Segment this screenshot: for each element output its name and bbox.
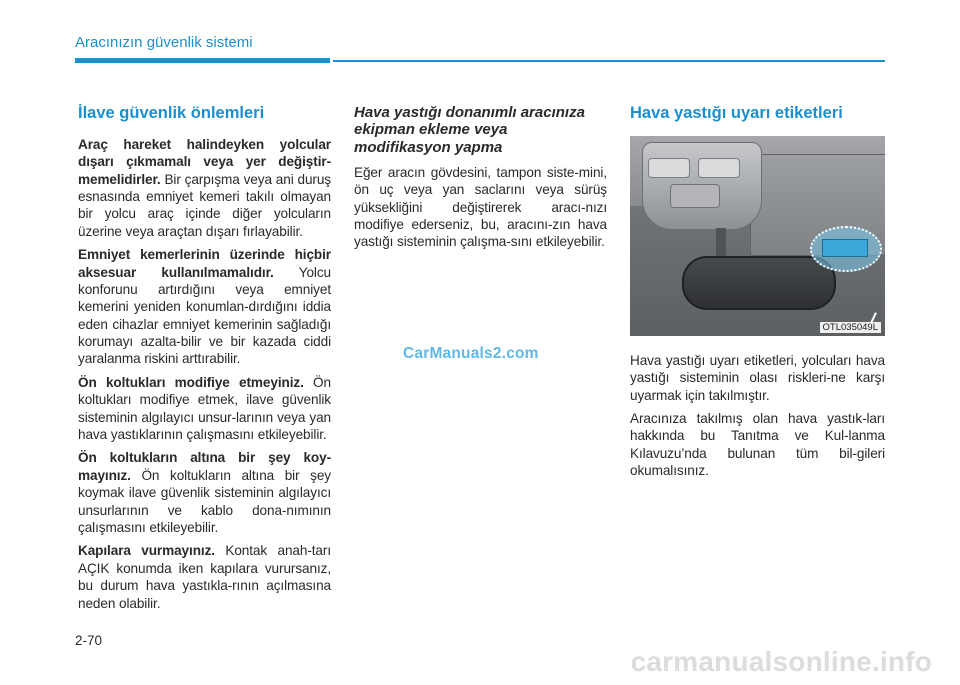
column-left bbox=[78, 104, 331, 618]
console-button-shape bbox=[670, 184, 720, 208]
para-bold: Ön koltukların altına bir şey koy-mayınız. bbox=[78, 450, 331, 483]
para-text: Bir çarpışma veya ani duruş esnasında emniyet kemeri takılı olmayan bir yolcu araç içinde diğer yolcuların üzerine veya araçtan dışarı fırlayabilir. bbox=[78, 171, 331, 239]
para-bold: Araç hareket halindeyken yolcular dışarı çıkmamalı veya yer değiştir-memelidirler. bbox=[78, 136, 331, 187]
paragraph: Eğer aracın gövdesini, tampon siste-mini, ön uç veya yan saclarını veya sürüş yüksekliğini değiştirerek aracı-nızı modifiye ederseniz, bu, aracını-zın hava yastığı sisteminin çalışma-sını etkileyebilir. bbox=[354, 164, 607, 250]
paragraph bbox=[78, 136, 331, 240]
para-text: Ön koltukları modifiye etmek, ilave güvenlik sisteminin algılayıcı unsur-larının veya yan hava yastıklarının çalışmasını etkileyebilir. bbox=[78, 374, 331, 443]
paragraph bbox=[78, 374, 331, 444]
section-title: Aracınızın güvenlik sistemi bbox=[75, 34, 253, 51]
para-text: Yolcu konforunu artırdığını veya emniyet kemerini yeniden konumlan-dırdığını iddia eden cihazlar emniyet kemerinin sağladığı korumayı azalta-bilir ve bir kazada ciddi yaralanma riskini arttırabilir. bbox=[78, 264, 331, 367]
para-bold: Ön koltukları modifiye etmeyiniz. bbox=[78, 374, 304, 390]
header-rule-thick bbox=[75, 58, 330, 63]
heading-modification: Hava yastığı donanımlı aracınıza ekipman ekleme veya modifikasyon yapma bbox=[354, 104, 585, 156]
paragraph: Hava yastığı uyarı etiketleri, yolcuları hava yastığı sisteminin olası riskleri-ne karşı uyarmak için takılmıştır. bbox=[630, 352, 885, 403]
paragraph bbox=[78, 246, 331, 368]
paragraph bbox=[78, 449, 331, 536]
map-lamp-left-shape bbox=[648, 158, 690, 178]
image-code: OTL035049L bbox=[820, 322, 881, 333]
paragraph: Aracınıza takılmış olan hava yastık-ları hakkında bu Tanıtma ve Kul-lanma Kılavuzu’nda bulunan tüm bil-gileri okumalısınız. bbox=[630, 410, 885, 479]
para-bold: Kapılara vurmayınız. bbox=[78, 543, 215, 559]
watermark-carmanuals: CarManuals2.com bbox=[403, 345, 539, 362]
column-middle bbox=[354, 104, 607, 257]
airbag-label-photo bbox=[630, 136, 885, 336]
watermark-site: carmanualsonline.info bbox=[630, 646, 932, 677]
paragraph bbox=[78, 542, 331, 612]
para-text: Ön koltukların altına bir şey koymak ilave güvenlik sisteminin algılayıcı unsurlarının ve kablo dona-nımının çalışmasını etkileyebilir. bbox=[78, 467, 331, 535]
column-right bbox=[630, 104, 885, 486]
rearview-mirror-shape bbox=[682, 256, 836, 310]
heading-additional-safety: İlave güvenlik önlemleri bbox=[78, 104, 265, 122]
map-lamp-right-shape bbox=[698, 158, 740, 178]
page-number: 2-70 bbox=[75, 633, 103, 648]
warning-label-sticker bbox=[822, 239, 868, 257]
header-rule-thin bbox=[333, 60, 885, 62]
mirror-stem-shape bbox=[716, 228, 726, 260]
para-bold: Emniyet kemerlerinin üzerinde hiçbir aksesuar kullanılmamalıdır. bbox=[78, 247, 331, 280]
para-text: Kontak anah-tarı AÇIK konumda iken kapılara vurursanız, bu durum hava yastıkla-rının açılmasına neden olabilir. bbox=[78, 543, 331, 611]
heading-warning-labels: Hava yastığı uyarı etiketleri bbox=[630, 104, 843, 122]
